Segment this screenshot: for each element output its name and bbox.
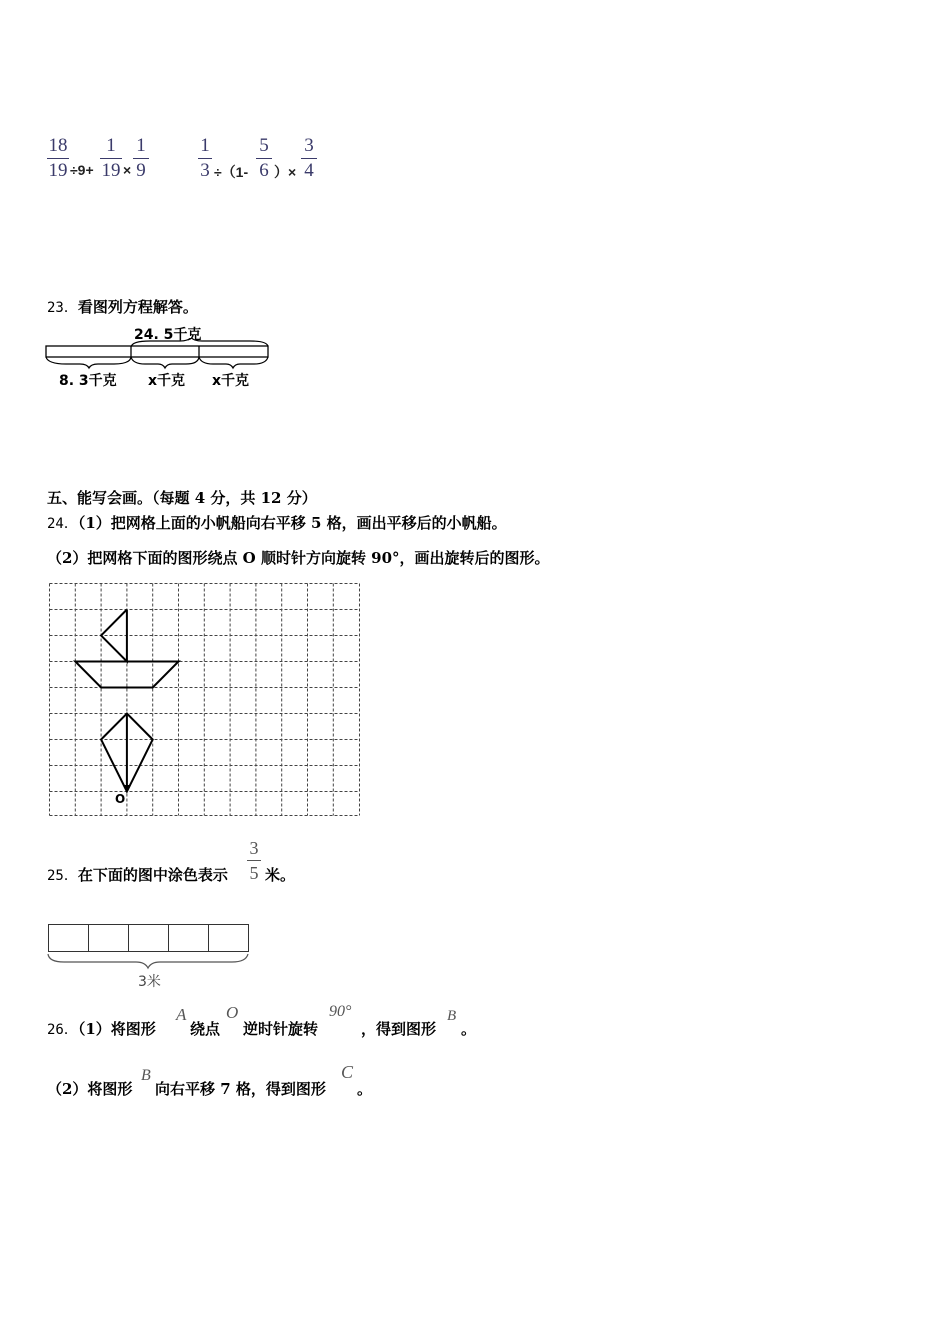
operator: ÷9+ [70,162,94,178]
numerator: 1 [136,135,146,156]
text: （1）将图形 [77,1020,156,1038]
fraction [133,136,149,181]
question-24-part-2: （2）把网格下面的图形绕点 O 顺时针方向旋转 90°，画出旋转后的图形。 [47,549,550,567]
denominator: 19 [48,160,68,181]
strip-cell[interactable] [169,925,209,951]
point-o-label: O [115,792,126,806]
grid-svg [49,583,361,819]
numerator: 3 [304,135,314,156]
bottom-brace-1 [46,357,131,368]
question-25 [47,864,228,885]
grid-lines [50,584,360,816]
segment-1-label: 8. 3千克 [59,373,117,389]
segment-bar [46,346,268,357]
question-24-part-1: （1）把网格上面的小帆船向右平移 5 格，画出平移后的小帆船。 [77,514,507,532]
var-o: O [226,1003,239,1022]
denominator: 6 [259,160,269,181]
strip-length-label: 3米 [138,974,161,990]
text: ，得到图形 [361,1020,437,1038]
fraction [256,136,272,181]
question-text: 看图列方程解答。 [77,298,198,316]
text: 。 [461,1020,477,1038]
question-text: 在下面的图中涂色表示 [77,866,228,884]
fraction [47,136,69,181]
segment-diagram [40,338,276,370]
denominator: 5 [249,863,259,883]
var-a: A [176,1005,187,1024]
numerator: 3 [249,838,259,858]
question-number: 23． [47,300,78,316]
numerator: 5 [259,135,269,156]
var-b: B [141,1067,151,1084]
bottom-brace-2 [131,357,199,368]
drawing-grid [49,583,361,823]
question-25-unit: 米。 [265,866,296,884]
strip-cell[interactable] [209,925,248,951]
strip-cell[interactable] [49,925,89,951]
bottom-brace-3 [199,357,268,368]
denominator: 4 [304,160,314,181]
fraction [198,136,212,181]
text: 绕点 [190,1020,221,1038]
denominator: 19 [101,160,121,181]
segment-3-label: x千克 [212,373,250,389]
numerator: 18 [48,135,68,156]
section-5-title: 五、能写会画。（每题 4 分，共 12 分） [47,489,317,507]
angle-value: 90° [329,1003,352,1020]
var-c: C [341,1062,354,1082]
question-26-part-2: （2）将图形 [47,1080,133,1098]
var-b: B [447,1008,457,1024]
denominator: 3 [200,160,210,181]
strip-brace [46,952,252,972]
question-number: 26． [47,1022,78,1038]
numerator: 1 [106,135,116,156]
operator: ÷（1- [214,164,249,180]
operator: ）× [274,164,297,180]
fraction [100,136,122,181]
fraction [301,136,317,181]
rotation-figure [101,714,153,792]
question-number: 25． [47,868,78,884]
text: 向右平移 7 格，得到图形 [155,1080,326,1098]
shading-strip [48,924,249,952]
denominator: 9 [136,160,146,181]
question-number: 24． [47,516,78,532]
strip-cell[interactable] [129,925,169,951]
fraction-three-fifths [247,838,261,883]
question-26-part-1 [47,1018,156,1039]
text: 。 [357,1080,373,1098]
text: 逆时针旋转 [243,1020,319,1038]
numerator: 1 [200,135,210,156]
segment-2-label: x千克 [148,373,186,389]
total-weight-label: 24. 5千克 [134,327,202,343]
question-23 [47,296,198,317]
strip-cell[interactable] [89,925,129,951]
question-24 [47,512,507,533]
operator: × [123,162,132,178]
